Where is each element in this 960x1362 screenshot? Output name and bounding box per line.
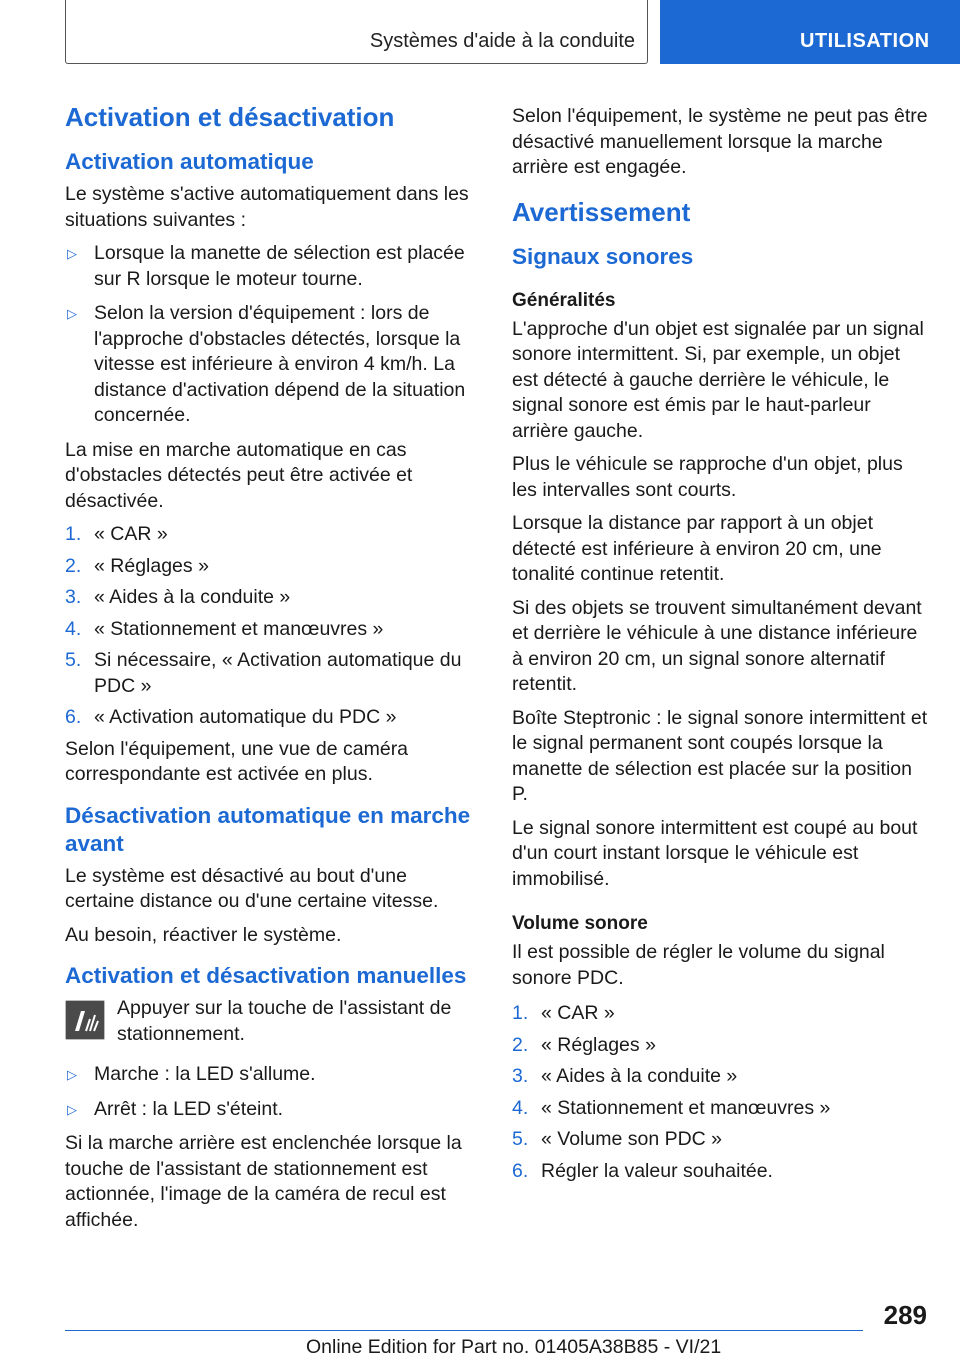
- list-item: 2. « Réglages »: [512, 1033, 656, 1056]
- paragraph: Plus le véhicule se rapproche d'un objet, plus les intervalles sont courts.: [512, 453, 903, 501]
- subheading-manual-activation: Activation et désactivation manuelles: [65, 963, 467, 988]
- list-item: 5. Si nécessaire, « Activation automatique du PDC »: [65, 649, 462, 697]
- list-item: ▷ Selon la version d'équipement : lors de l'approche d'obstacles détectés, lorsque la vitesse est inférieure à environ 4 km/h. La distance d'activation dépend de la situation concernée.: [67, 302, 466, 426]
- paragraph: Si des objets se trouvent simultanément devant et derrière le véhicule à une distance inférieure à environ 20 cm, un signal sonore alternatif retentit.: [512, 596, 922, 695]
- page-number: 289: [883, 1300, 927, 1330]
- subheading-general: Généralités: [512, 289, 616, 311]
- right-column: [512, 104, 928, 1190]
- subheading-volume: Volume sonore: [512, 913, 648, 934]
- list-item: 1. « CAR »: [512, 1002, 615, 1024]
- list-item: 1. « CAR »: [65, 523, 168, 545]
- list-item: 2. « Réglages »: [65, 554, 209, 577]
- paragraph: Si la marche arrière est enclenchée lorsque la touche de l'assistant de stationnement est actionnée, l'image de la caméra de recul est affichée.: [65, 1132, 462, 1231]
- subheading-auto-deactivation: Désactivation automatique en marche avant: [65, 802, 471, 856]
- triangle-right-icon: ▷: [67, 1067, 77, 1082]
- list-item: 5. « Volume son PDC »: [512, 1128, 723, 1150]
- paragraph: Selon l'équipement, le système ne peut pas être désactivé manuellement lorsque la marche arrière est engagée.: [512, 105, 928, 178]
- paragraph: Il est possible de régler le volume du signal sonore PDC.: [512, 941, 885, 989]
- triangle-right-icon: ▷: [67, 246, 77, 261]
- paragraph: Le signal sonore intermittent est coupé au bout d'un court instant lorsque le véhicule est immobilisé.: [512, 816, 918, 890]
- paragraph: L'approche d'un objet est signalée par un signal sonore intermittent. Si, par exemple, un objet est détecté à gauche derrière le véhicule, le signal sonore est émis par le haut-parleur arrière gauche.: [512, 317, 924, 442]
- left-column: [65, 100, 477, 1241]
- list-item: 4. « Stationnement et manœuvres »: [512, 1096, 831, 1119]
- list-item: 6. Régler la valeur souhaitée.: [512, 1159, 773, 1182]
- triangle-right-icon: ▷: [67, 1101, 77, 1117]
- list-item: ▷ Marche : la LED s'allume.: [65, 1062, 477, 1088]
- triangle-right-icon: ▷: [67, 306, 77, 321]
- header-chapter-tab: UTILISATION: [660, 0, 960, 64]
- parking-assistant-icon: [65, 1000, 105, 1040]
- subheading-sound-signals: Signaux sonores: [512, 243, 694, 269]
- header-section-title: Systèmes d'aide à la conduite: [369, 30, 635, 52]
- paragraph: La mise en marche automatique en cas d'obstacles détectés peut être activée et désactivée.: [65, 438, 413, 512]
- list-item: 6. « Activation automatique du PDC »: [65, 706, 397, 728]
- paragraph: Au besoin, réactiver le système.: [65, 923, 342, 946]
- list-item: ▷ Arrêt : la LED s'éteint.: [65, 1097, 477, 1123]
- section-heading-warning: Avertissement: [512, 196, 691, 227]
- paragraph: Le système est désactivé au bout d'une certaine distance ou d'une certaine vitesse.: [65, 864, 439, 912]
- subheading-auto-activation: Activation automatique: [65, 149, 314, 174]
- numbered-list: [65, 522, 477, 731]
- paragraph: Lorsque la distance par rapport à un objet détecté est inférieure à environ 20 cm, une tonalité continue retentit.: [512, 512, 882, 585]
- button-instruction: [65, 996, 477, 1048]
- footer-edition: Online Edition for Part no. 01405A38B85 - VI/21: [306, 1336, 722, 1358]
- header-section-box: [65, 0, 648, 64]
- list-item: ▷ Lorsque la manette de sélection est placée sur R lorsque le moteur tourne.: [67, 242, 465, 290]
- paragraph: Le système s'active automatiquement dans les situations suivantes :: [65, 183, 469, 231]
- paragraph: Boîte Steptronic : le signal sonore intermittent et le signal permanent sont coupés lorsque la manette de sélection est placée sur la position P.: [512, 706, 928, 805]
- list-item: 3. « Aides à la conduite »: [512, 1065, 738, 1087]
- list-item: 4. « Stationnement et manœuvres »: [65, 617, 384, 640]
- footer-divider: [65, 1330, 863, 1331]
- paragraph: Appuyer sur la touche de l'assistant de stationnement.: [117, 997, 452, 1045]
- paragraph: Selon l'équipement, une vue de caméra correspondante est activée en plus.: [65, 737, 409, 785]
- section-heading-activation: Activation et désactivation: [65, 102, 395, 132]
- bullet-list: [65, 241, 477, 429]
- list-item: 3. « Aides à la conduite »: [65, 586, 291, 608]
- numbered-list: [512, 1001, 928, 1184]
- bullet-list: [65, 1062, 477, 1122]
